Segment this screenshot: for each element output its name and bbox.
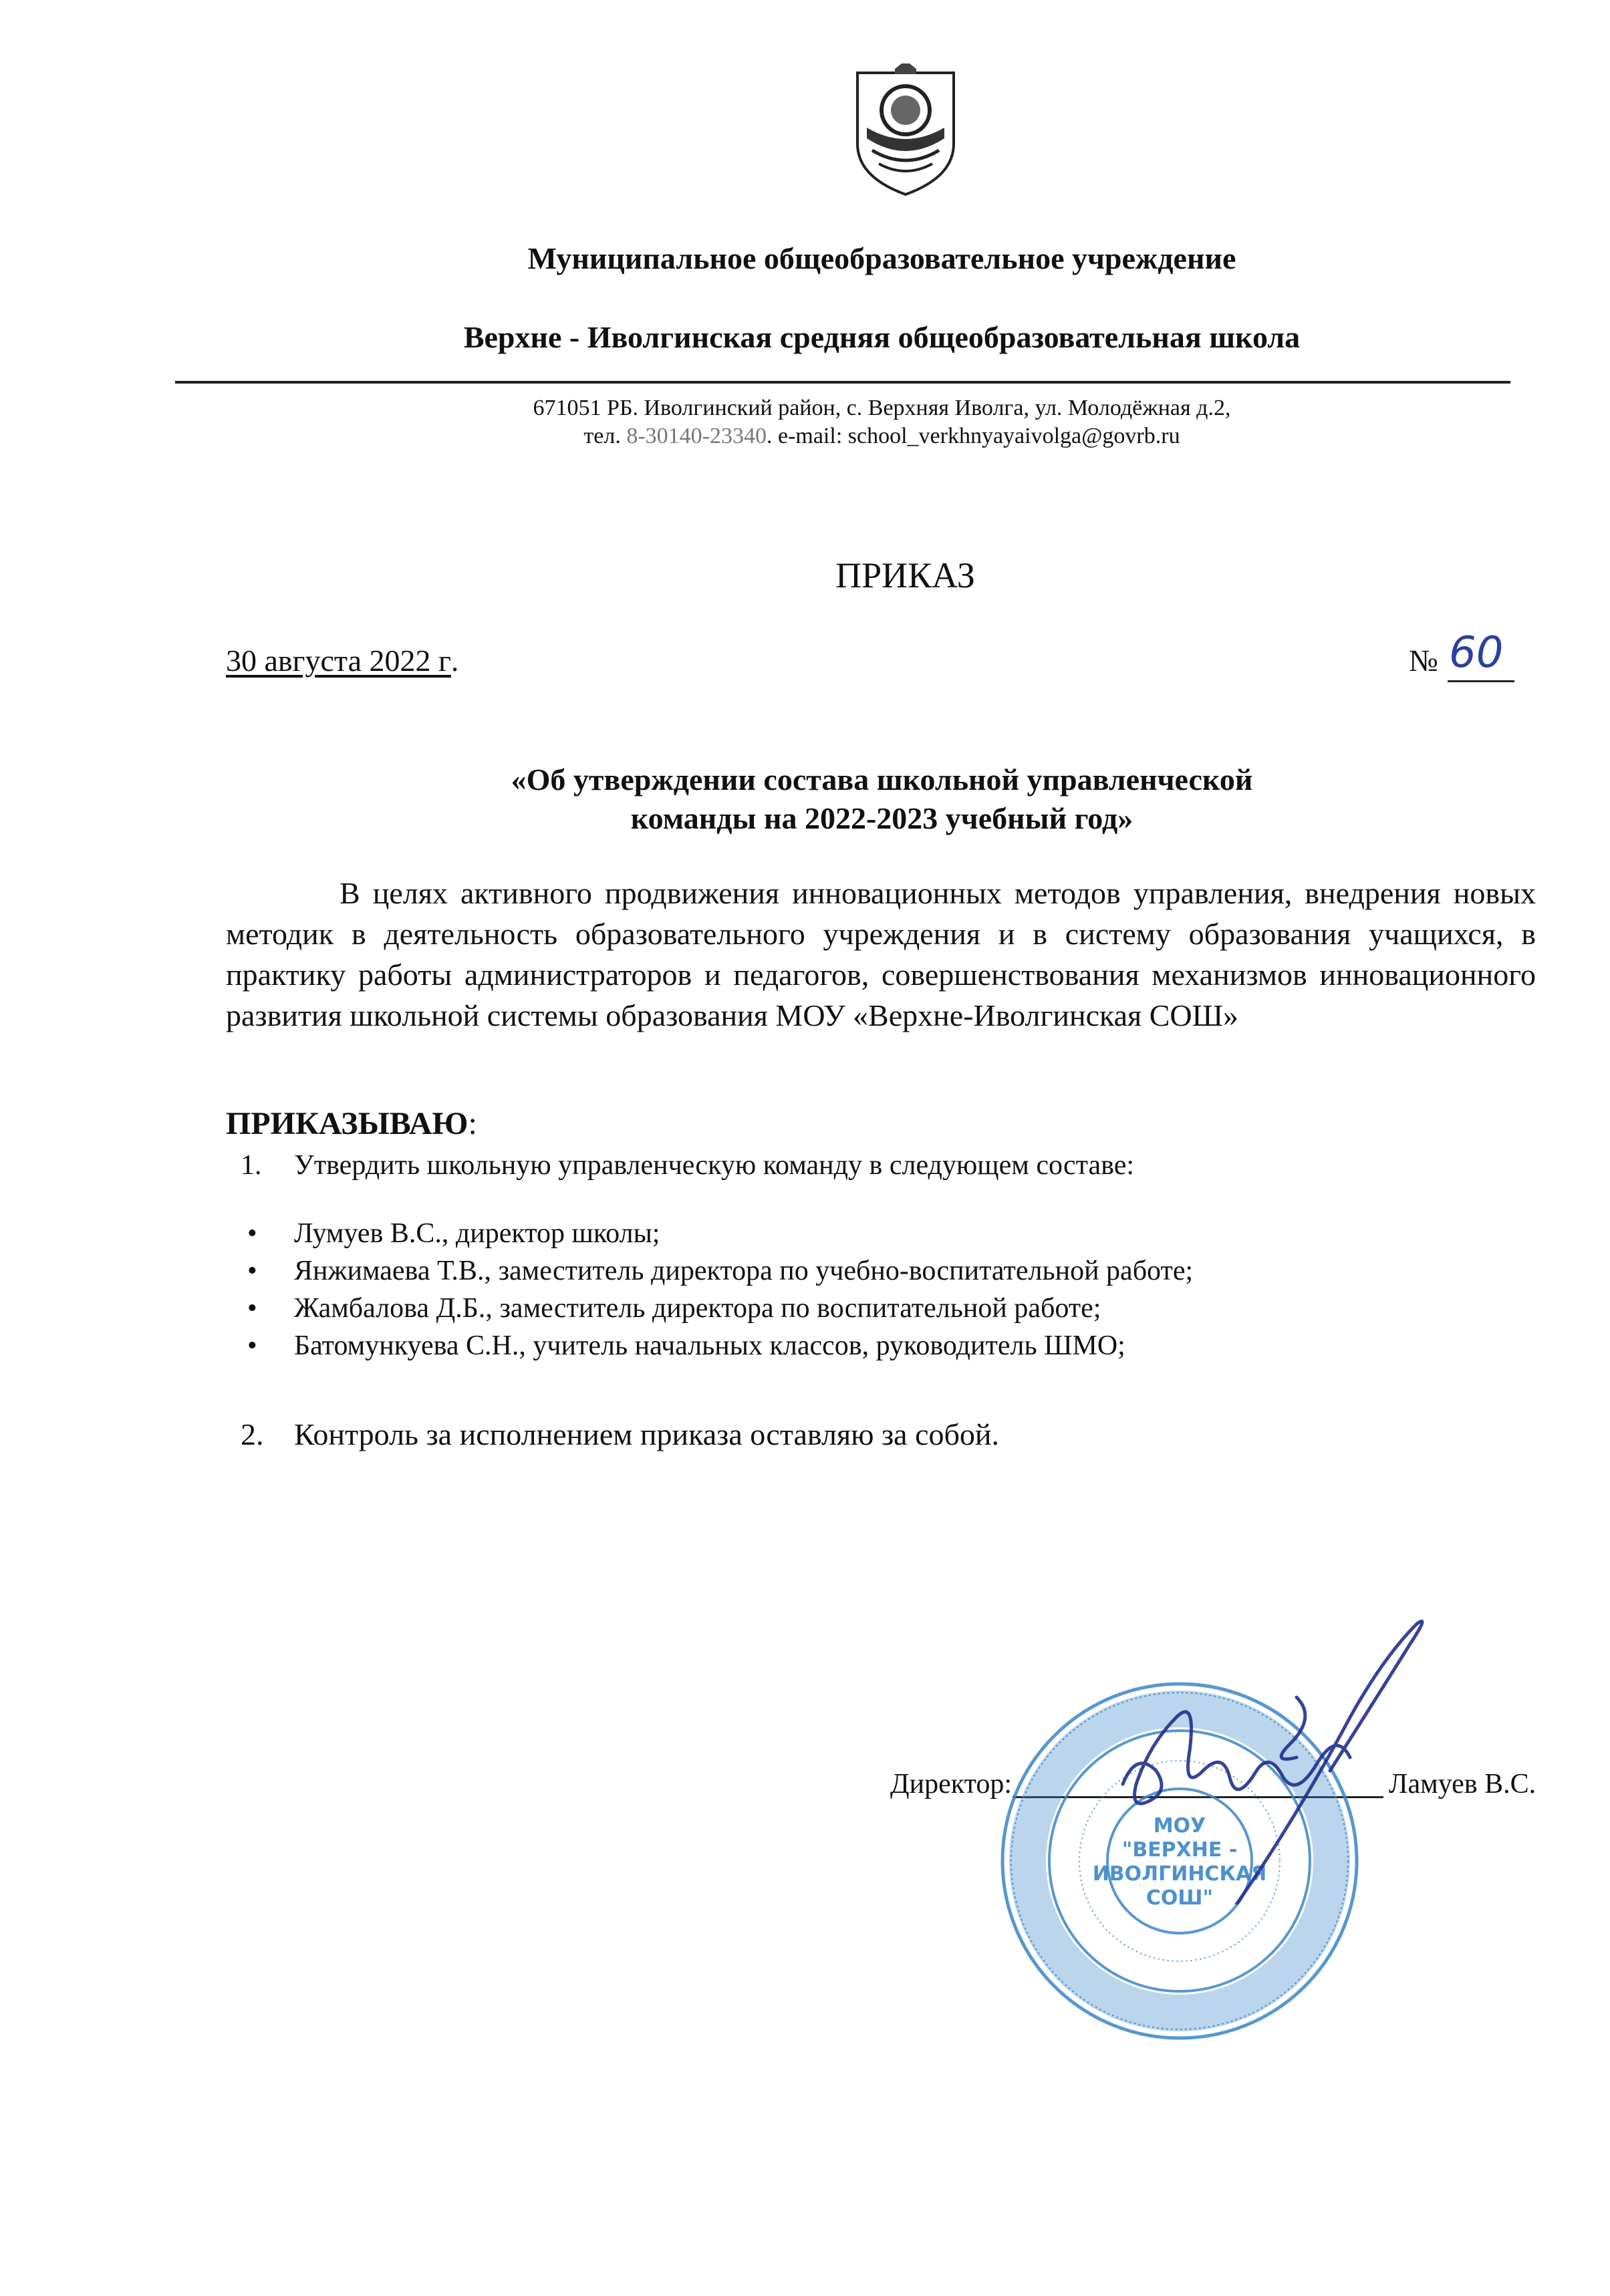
item-1-text: Утвердить школьную управленческую команду в следующем составе: [294,1150,1135,1181]
signer-role: Директор: [890,1769,1013,1800]
bullet-icon: • [247,1256,257,1286]
subject-line-2: команды на 2022-2023 учебный год» [630,801,1133,835]
order-heading: ПРИКАЗЫВАЮ: [226,1106,477,1141]
list-item: • Батомункуева С.Н., учитель начальных классов, руководитель ШМО; [247,1330,1125,1361]
bullet-icon: • [247,1330,257,1361]
stamp-text-2: "ВЕРХНЕ - [1121,1838,1238,1862]
stamp-text-1: МОУ [1153,1814,1206,1838]
document-title: ПРИКАЗ [835,555,975,595]
school-name: Верхне - Иволгинская средняя общеобразовательная школа [463,320,1301,354]
document-number-underline [1448,680,1514,682]
address-line: 671051 РБ. Иволгинский район, с. Верхняя Иволга, ул. Молодёжная д.2, [533,396,1231,420]
list-item: • Янжимаева Т.В., заместитель директора по учебно-воспитательной работе; [247,1256,1194,1286]
header-divider [175,381,1510,384]
item-2-number: 2. [241,1417,264,1451]
email: . e-mail: school_verkhnyayaivolga@govrb.ru [766,424,1180,448]
body-paragraph: В целях активного продвижения инновационных методов управления, внедрения новых методик в деятельность образовательного учреждения и в систему образования учащихся, в практику работы администраторов и педагогов, совершенствования механизмов инновационного развития школьной системы образования МОУ «Верхне-Иволгинская СОШ» [226,876,1536,1032]
phone-number: 8-30140-23340 [626,424,767,448]
coat-of-arms-emblem [852,63,959,197]
stamp-text-3: ИВОЛГИНСКАЯ [1092,1862,1267,1886]
item-2-text: Контроль за исполнением приказа оставляю за собой. [294,1417,1000,1451]
list-item: • Лумуев В.С., директор школы; [247,1218,660,1249]
signer-name: Ламуев В.С. [1389,1769,1536,1800]
list-item: • Жамбалова Д.Б., заместитель директора по воспитательной работе; [247,1293,1101,1324]
document-number-handwritten: 60 [1449,628,1504,678]
subject-line-1: «Об утверждении состава школьной управленческой [511,762,1253,797]
bullet-icon: • [247,1218,257,1249]
handwritten-signature [1096,1617,1444,1904]
organization-name: Муниципальное общеобразовательное учреждение [527,241,1236,275]
bullet-icon: • [247,1293,257,1324]
item-1-number: 1. [241,1150,262,1181]
phone-label: тел. [583,424,621,448]
document-date: 30 августа 2022 г. [226,643,459,678]
document-number-label: № [1409,643,1438,678]
stamp-text-4: СОШ" [1146,1886,1214,1910]
contact-line [0,424,1610,449]
